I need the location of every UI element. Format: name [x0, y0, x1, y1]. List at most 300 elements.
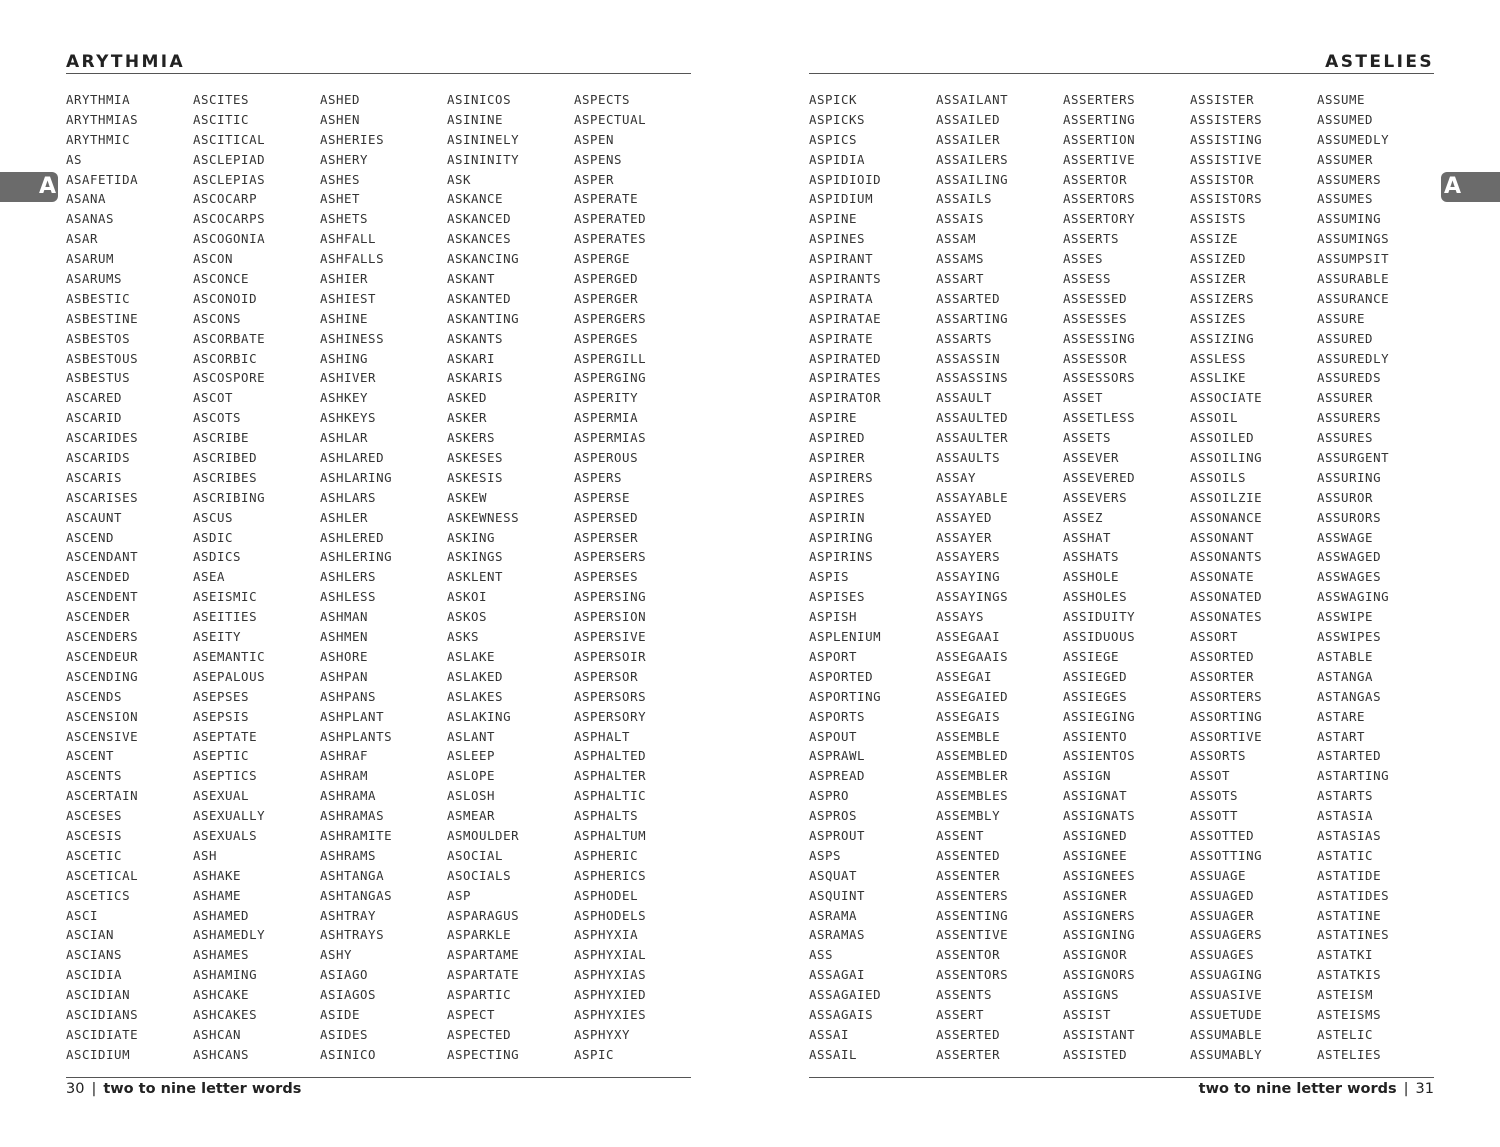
word-entry: ASKANCE — [447, 191, 504, 207]
word-entry: ASSONATE — [1190, 569, 1255, 585]
word-entry: ASPERSE — [574, 489, 631, 505]
word-column — [809, 90, 936, 1065]
word-entry: ASEPSES — [193, 688, 250, 704]
word-entry: ASSUMEDLY — [1317, 131, 1390, 147]
word-entry: ASSORT — [1190, 629, 1239, 645]
word-entry: ASHTRAYS — [320, 927, 385, 943]
word-entry: ASSORTING — [1190, 708, 1263, 724]
word-entry: ASSIEGE — [1063, 648, 1120, 664]
word-entry: ASPEN — [574, 131, 615, 147]
word-entry: ASCIAN — [66, 927, 115, 943]
word-entry: ASHERY — [320, 151, 369, 167]
word-entry: ASPHALTER — [574, 768, 647, 784]
word-entry: ASSUMES — [1317, 191, 1374, 207]
word-entry: ASSUMABLY — [1190, 1046, 1263, 1062]
word-entry: ASPLENIUM — [809, 629, 882, 645]
word-entry: ASSAILED — [936, 111, 1001, 127]
word-entry: ASSUAGER — [1190, 907, 1255, 923]
word-entry: ASLOPE — [447, 768, 496, 784]
word-column — [1190, 90, 1317, 1065]
word-entry: ASPIDIOID — [809, 171, 882, 187]
word-entry: ASPIRER — [809, 450, 866, 466]
word-entry: ASSEVER — [1063, 450, 1120, 466]
word-entry: ASSUAGING — [1190, 967, 1263, 983]
word-entry: ASSERTED — [936, 1026, 1001, 1042]
word-entry: ASCAUNT — [66, 509, 123, 525]
word-entry: ASHPAN — [320, 668, 369, 684]
word-entry: ASTARTING — [1317, 768, 1390, 784]
word-entry: ASHERIES — [320, 131, 385, 147]
word-entry: ASEPTICS — [193, 768, 258, 784]
word-entry: ASPERSOR — [574, 668, 639, 684]
word-entry: ASSORTED — [1190, 648, 1255, 664]
word-entry: ASSESS — [1063, 271, 1112, 287]
word-entry: ASCESIS — [66, 827, 123, 843]
word-entry: ASPARAGUS — [447, 907, 520, 923]
word-entry: ASPIRERS — [809, 469, 874, 485]
word-entry: ASCONOID — [193, 290, 258, 306]
word-entry: ASCEND — [66, 529, 115, 545]
word-entry: ASPIS — [809, 569, 850, 585]
word-entry: ARYTHMIA — [66, 92, 131, 107]
word-entry: ASCIANS — [66, 947, 123, 963]
word-entry: ASSAYER — [936, 529, 993, 545]
word-entry: ASEPTIC — [193, 748, 250, 764]
word-entry: ASPIC — [574, 1046, 615, 1062]
word-entry: ASPS — [809, 847, 842, 863]
word-entry: ASHRAMAS — [320, 808, 385, 824]
word-entry: ASHAKE — [193, 867, 242, 883]
right-page — [750, 0, 1500, 1147]
word-entry: ASBESTOUS — [66, 350, 139, 366]
word-entry: ASSISTING — [1190, 131, 1263, 147]
word-entry: ASKANT — [447, 271, 496, 287]
word-entry: ASTATKIS — [1317, 967, 1382, 983]
word-entry: ASPRAWL — [809, 748, 866, 764]
word-entry: ASSERTER — [936, 1046, 1001, 1062]
word-entry: ASTELIC — [1317, 1026, 1374, 1042]
word-entry: ASSERTS — [1063, 231, 1120, 247]
footer-separator: | — [1403, 1081, 1409, 1097]
word-column — [320, 90, 447, 1065]
word-entry: ASSENTER — [936, 867, 1001, 883]
word-entry: ASSUME — [1317, 92, 1366, 107]
word-entry: ASSOTTED — [1190, 827, 1255, 843]
word-column — [1317, 90, 1444, 1065]
word-entry: ASQUINT — [809, 887, 866, 903]
word-entry: ASPREAD — [809, 768, 866, 784]
word-entry: ASINICOS — [447, 92, 512, 107]
page-number: 31 — [1415, 1081, 1434, 1097]
word-entry: ASPERITY — [574, 390, 639, 406]
word-entry: ASHRAF — [320, 748, 369, 764]
word-entry: ASLAKE — [447, 648, 496, 664]
word-entry: ASEITIES — [193, 609, 258, 625]
word-entry: ASSEMBLE — [936, 728, 1001, 744]
word-entry: ASSURE — [1317, 310, 1366, 326]
word-entry: ASSERTORS — [1063, 191, 1136, 207]
word-entry: ASSAULTED — [936, 410, 1009, 426]
word-entry: ASPERSORY — [574, 708, 647, 724]
word-entry: ASHLARED — [320, 450, 385, 466]
word-entry: ASTARE — [1317, 708, 1366, 724]
word-entry: ASOCIAL — [447, 847, 504, 863]
word-entry: ASCOCARP — [193, 191, 258, 207]
word-entry: ASHFALLS — [320, 251, 385, 267]
word-entry: ASCOT — [193, 390, 234, 406]
word-entry: ASHETS — [320, 211, 369, 227]
word-entry: ASHPLANTS — [320, 728, 393, 744]
word-entry: ASPRO — [809, 788, 850, 804]
word-entry: ASPERMIAS — [574, 430, 647, 446]
word-entry: ASEISMIC — [193, 589, 258, 605]
word-entry: ASININITY — [447, 151, 520, 167]
word-entry: ASSIGNING — [1063, 927, 1136, 943]
word-entry: ASLAKED — [447, 668, 504, 684]
word-entry: ASCRIBING — [193, 489, 266, 505]
word-entry: ASSIGNAT — [1063, 788, 1128, 804]
word-entry: ASININE — [447, 111, 504, 127]
word-entry: ASSIENTOS — [1063, 748, 1136, 764]
word-entry: ASSAMS — [936, 251, 985, 267]
word-entry: ASSURANCE — [1317, 290, 1390, 306]
word-entry: ASSETLESS — [1063, 410, 1136, 426]
word-entry: ASSERTING — [1063, 111, 1136, 127]
word-entry: ASSAM — [936, 231, 977, 247]
word-entry: ASSONATED — [1190, 589, 1263, 605]
word-entry: ASSIGNEES — [1063, 867, 1136, 883]
word-entry: ASPIRATA — [809, 290, 874, 306]
word-entry: ASTATINES — [1317, 927, 1390, 943]
word-entry: ASCENDED — [66, 569, 131, 585]
word-entry: ASSERTERS — [1063, 92, 1136, 107]
word-entry: ASHES — [320, 171, 361, 187]
word-entry: ASSIGNER — [1063, 887, 1128, 903]
word-entry: ASTELIES — [1317, 1046, 1382, 1062]
word-entry: ASSEGAIED — [936, 688, 1009, 704]
word-entry: ASSORTIVE — [1190, 728, 1263, 744]
word-entry: ASSISTANT — [1063, 1026, 1136, 1042]
page-header-guide-word: ASTELIES — [1325, 52, 1434, 72]
word-entry: ASCENDENT — [66, 589, 139, 605]
word-entry: ASHET — [320, 191, 361, 207]
word-entry: ASPER — [574, 171, 615, 187]
word-entry: ASSOTT — [1190, 808, 1239, 824]
word-entry: ASSAGAI — [809, 967, 866, 983]
word-entry: ASSUREDS — [1317, 370, 1382, 386]
word-entry: ASPERGES — [574, 330, 639, 346]
word-entry: ASHIEST — [320, 290, 377, 306]
word-entry: ASHTANGA — [320, 867, 385, 883]
word-entry: ASHTANGAS — [320, 887, 393, 903]
word-entry: ASIAGO — [320, 967, 369, 983]
word-entry: ASHED — [320, 92, 361, 107]
word-entry: ASSENTIVE — [936, 927, 1009, 943]
word-entry: ASPEROUS — [574, 450, 639, 466]
word-entry: ASCENDING — [66, 668, 139, 684]
word-entry: ASSUROR — [1317, 489, 1374, 505]
word-entry: ASSUETUDE — [1190, 1006, 1263, 1022]
word-entry: ASPIDIA — [809, 151, 866, 167]
word-entry: ASSHOLE — [1063, 569, 1120, 585]
word-entry: ASKERS — [447, 430, 496, 446]
word-entry: ASKEW — [447, 489, 488, 505]
word-entry: ASSOILING — [1190, 450, 1263, 466]
word-entry: ASCIDIATE — [66, 1026, 139, 1042]
word-entry: ASHPLANT — [320, 708, 385, 724]
word-entry: ASSERTION — [1063, 131, 1136, 147]
word-entry: ASEA — [193, 569, 226, 585]
word-entry: ASSIZER — [1190, 271, 1247, 287]
word-entry: ASCLEPIAD — [193, 151, 266, 167]
word-entry: ASSONANTS — [1190, 549, 1263, 565]
word-entry: ASPHERICS — [574, 867, 647, 883]
word-entry: ASSIGNORS — [1063, 967, 1136, 983]
word-entry: ASTATIDE — [1317, 867, 1382, 883]
word-entry: ASKESIS — [447, 469, 504, 485]
word-entry: ASSURED — [1317, 330, 1374, 346]
word-entry: ASPERSING — [574, 589, 647, 605]
word-entry: ASCERTAIN — [66, 788, 139, 804]
word-entry: ASTARTS — [1317, 788, 1374, 804]
word-entry: ASCARID — [66, 410, 123, 426]
word-entry: ASSOT — [1190, 768, 1231, 784]
word-entry: ASSISTER — [1190, 92, 1255, 107]
word-entry: ASSESSOR — [1063, 350, 1128, 366]
word-entry: ASLAKING — [447, 708, 512, 724]
word-entry: ASSORTS — [1190, 748, 1247, 764]
word-entry: ASSENTOR — [936, 947, 1001, 963]
word-entry: ASQUAT — [809, 867, 858, 883]
word-entry: ASSIGNEE — [1063, 847, 1128, 863]
word-entry: ASTANGAS — [1317, 688, 1382, 704]
word-entry: ASKANCED — [447, 211, 512, 227]
word-entry: ASHCAKE — [193, 987, 250, 1003]
word-entry: ASSIGNED — [1063, 827, 1128, 843]
word-entry: ASPHYXY — [574, 1026, 631, 1042]
word-entry: ASPISES — [809, 589, 866, 605]
word-entry: ASTEISM — [1317, 987, 1374, 1003]
page-header-guide-word: ARYTHMIA — [66, 52, 186, 72]
word-entry: ASSISTIVE — [1190, 151, 1263, 167]
word-entry: ASHRAMA — [320, 788, 377, 804]
word-entry: ASSONANCE — [1190, 509, 1263, 525]
word-entry: ASPORTED — [809, 668, 874, 684]
word-entry: ASTATINE — [1317, 907, 1382, 923]
word-entry: ASCETICAL — [66, 867, 139, 883]
word-entry: ASSURER — [1317, 390, 1374, 406]
word-entry: ASAR — [66, 231, 99, 247]
word-entry: ASSIDUITY — [1063, 609, 1136, 625]
word-entry: ASSONANT — [1190, 529, 1255, 545]
word-entry: ASSWAGING — [1317, 589, 1390, 605]
word-entry: ASPORTS — [809, 708, 866, 724]
word-entry: ASPICS — [809, 131, 858, 147]
word-entry: ASSISTORS — [1190, 191, 1263, 207]
word-entry: ARYTHMIC — [66, 131, 131, 147]
word-entry: ASCUS — [193, 509, 234, 525]
word-entry: ASSAILANT — [936, 92, 1009, 107]
word-entry: ASLEEP — [447, 748, 496, 764]
word-entry: ASSWAGE — [1317, 529, 1374, 545]
word-entry: ASSASSIN — [936, 350, 1001, 366]
word-entry: ASKANCING — [447, 251, 520, 267]
header-rule — [66, 73, 691, 74]
word-entry: ASSET — [1063, 390, 1104, 406]
word-entry: ASK — [447, 171, 472, 187]
thumb-index-tab: A — [1441, 172, 1500, 202]
word-entry: ASSURGENT — [1317, 450, 1390, 466]
word-entry: ASHKEYS — [320, 410, 377, 426]
word-entry: ASARUMS — [66, 271, 123, 287]
word-entry: ASSURABLE — [1317, 271, 1390, 287]
word-entry: ASSLIKE — [1190, 370, 1247, 386]
word-entry: ASPROS — [809, 808, 858, 824]
word-entry: ASPERS — [574, 469, 623, 485]
word-entry: ASSLESS — [1190, 350, 1247, 366]
word-entry: ASSARTING — [936, 310, 1009, 326]
word-entry: ASHLESS — [320, 589, 377, 605]
word-entry: ASLOSH — [447, 788, 496, 804]
header-rule — [809, 73, 1434, 74]
word-entry: ASSERTORY — [1063, 211, 1136, 227]
word-column — [1063, 90, 1190, 1065]
word-entry: ASSEVERED — [1063, 469, 1136, 485]
word-entry: ASSARTS — [936, 330, 993, 346]
word-entry: ASHAME — [193, 887, 242, 903]
word-entry: ASKOS — [447, 609, 488, 625]
word-entry: ASKANTING — [447, 310, 520, 326]
word-entry: ASPERSED — [574, 509, 639, 525]
word-entry: ASCETICS — [66, 887, 131, 903]
word-entry: ASTATKI — [1317, 947, 1374, 963]
word-entry: ASSOILZIE — [1190, 489, 1263, 505]
word-entry: ASSART — [936, 271, 985, 287]
word-entry: ASSERTIVE — [1063, 151, 1136, 167]
word-entry: ASSAYS — [936, 609, 985, 625]
word-entry: ASPHYXIAS — [574, 967, 647, 983]
word-entry: ASPHYXIES — [574, 1006, 647, 1022]
word-entry: ASIAGOS — [320, 987, 377, 1003]
word-entry: ASSEZ — [1063, 509, 1104, 525]
word-entry: ASSUMPSIT — [1317, 251, 1390, 267]
word-entry: ASSARTED — [936, 290, 1001, 306]
word-entry: ASPHERIC — [574, 847, 639, 863]
word-entry: ASPHYXIED — [574, 987, 647, 1003]
word-entry: ASPHALTS — [574, 808, 639, 824]
word-entry: ASSAIS — [936, 211, 985, 227]
word-entry: ASSESSORS — [1063, 370, 1136, 386]
word-entry: ASSENTING — [936, 907, 1009, 923]
word-entry: ASBESTIC — [66, 290, 131, 306]
word-entry: ASPICK — [809, 92, 858, 107]
word-entry: ASHLER — [320, 509, 369, 525]
word-entry: ASSIZED — [1190, 251, 1247, 267]
word-entry: ASSAILER — [936, 131, 1001, 147]
word-entry: ASCITES — [193, 92, 250, 107]
word-entry: ASCI — [66, 907, 99, 923]
word-entry: ASEXUAL — [193, 788, 250, 804]
word-entry: ASSENTED — [936, 847, 1001, 863]
word-entry: ASSEMBLES — [936, 788, 1009, 804]
word-entry: ASSISTED — [1063, 1046, 1128, 1062]
word-entry: ASHY — [320, 947, 353, 963]
word-entry: ASSHATS — [1063, 549, 1120, 565]
word-entry: ASSISTOR — [1190, 171, 1255, 187]
word-entry: ASSIGNERS — [1063, 907, 1136, 923]
word-entry: ASEXUALLY — [193, 808, 266, 824]
word-entry: ASCRIBES — [193, 469, 258, 485]
word-entry: ASPIRED — [809, 430, 866, 446]
word-entry: ASCENDANT — [66, 549, 139, 565]
word-entry: ASSISTS — [1190, 211, 1247, 227]
footer-rule — [66, 1077, 691, 1078]
word-entry: ASSERTOR — [1063, 171, 1128, 187]
word-entry: ASCIDIUM — [66, 1046, 131, 1062]
word-entry: ASLAKES — [447, 688, 504, 704]
word-entry: ASCENDER — [66, 609, 131, 625]
word-entry: ASPERATED — [574, 211, 647, 227]
word-entry: ASSWAGED — [1317, 549, 1382, 565]
word-entry: ASPENS — [574, 151, 623, 167]
word-entry: ASSENTERS — [936, 887, 1009, 903]
word-entry: ASHKEY — [320, 390, 369, 406]
word-entry: ASSAYED — [936, 509, 993, 525]
word-entry: ASHORE — [320, 648, 369, 664]
word-entry: ASANA — [66, 191, 107, 207]
word-entry: ASPERSES — [574, 569, 639, 585]
word-entry: ASSUMED — [1317, 111, 1374, 127]
word-entry: ASHLAR — [320, 430, 369, 446]
word-entry: ASHRAM — [320, 768, 369, 784]
word-entry: ASSIGNS — [1063, 987, 1120, 1003]
word-entry: ASHTRAY — [320, 907, 377, 923]
word-entry: ASPERGING — [574, 370, 647, 386]
word-entry: ASSAULTER — [936, 430, 1009, 446]
word-entry: ASKANTED — [447, 290, 512, 306]
word-entry: ASCENSION — [66, 708, 139, 724]
word-entry: ASCIDIA — [66, 967, 123, 983]
word-entry: ASPARTIC — [447, 987, 512, 1003]
word-entry: ASCENT — [66, 748, 115, 764]
word-entry: ASSUMABLE — [1190, 1026, 1263, 1042]
word-entry: ASCARISES — [66, 489, 139, 505]
word-column — [936, 90, 1063, 1065]
word-entry: ASSES — [1063, 251, 1104, 267]
word-entry: ASTATIC — [1317, 847, 1374, 863]
word-entry: ASSEGAIS — [936, 708, 1001, 724]
word-entry: ASSIGN — [1063, 768, 1112, 784]
word-entry: ASSOTS — [1190, 788, 1239, 804]
word-entry: ASPHALT — [574, 728, 631, 744]
word-entry: ASSETS — [1063, 430, 1112, 446]
word-entry: ASSUMING — [1317, 211, 1382, 227]
word-entry: ASSONATES — [1190, 609, 1263, 625]
word-entry: ASHEN — [320, 111, 361, 127]
word-entry: ASPECTUAL — [574, 111, 647, 127]
word-entry: ASIDE — [320, 1006, 361, 1022]
word-entry: ASCONS — [193, 310, 242, 326]
word-entry: ASPHYXIAL — [574, 947, 647, 963]
word-entry: ASININELY — [447, 131, 520, 147]
word-entry: ASPECTING — [447, 1046, 520, 1062]
page-footer — [66, 1081, 691, 1097]
word-entry: ASTART — [1317, 728, 1366, 744]
word-entry: ASCONCE — [193, 271, 250, 287]
word-entry: ASCOTS — [193, 410, 242, 426]
word-entry: ASPIRES — [809, 489, 866, 505]
word-entry: ASSUASIVE — [1190, 987, 1263, 1003]
